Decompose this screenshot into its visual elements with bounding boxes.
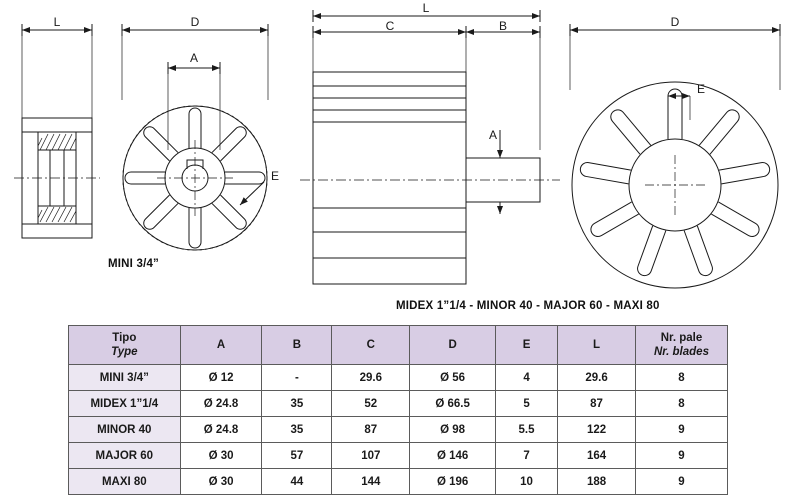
- cell-c: 87: [332, 417, 410, 443]
- cell-type: MAXI 80: [69, 469, 181, 495]
- cell-e: 10: [495, 469, 557, 495]
- cell-c: 107: [332, 443, 410, 469]
- cell-l: 87: [558, 391, 636, 417]
- cell-b: -: [262, 365, 332, 391]
- cell-b: 44: [262, 469, 332, 495]
- label-C-side: C: [385, 19, 395, 33]
- cell-d: Ø 98: [410, 417, 496, 443]
- header-blades: [635, 326, 727, 365]
- header-blades-en: Nr. blades: [654, 346, 709, 358]
- cell-a: Ø 30: [180, 469, 262, 495]
- view-face-large: [570, 24, 780, 288]
- cell-blades: 9: [635, 417, 727, 443]
- cell-l: 29.6: [558, 365, 636, 391]
- caption-midex: MIDEX 1”1/4 - MINOR 40 - MAJOR 60 - MAXI 80: [396, 300, 660, 312]
- cell-c: 52: [332, 391, 410, 417]
- cell-d: Ø 146: [410, 443, 496, 469]
- cell-d: Ø 196: [410, 469, 496, 495]
- dimensions-table-wrapper: [68, 325, 728, 495]
- table-header-row: [69, 326, 728, 365]
- header-b: B: [262, 326, 332, 365]
- header-type-en: Type: [111, 346, 138, 358]
- label-D-large: D: [670, 15, 680, 29]
- cell-type: MAJOR 60: [69, 443, 181, 469]
- cell-e: 7: [495, 443, 557, 469]
- cell-e: 5.5: [495, 417, 557, 443]
- header-l: L: [558, 326, 636, 365]
- table-row: [69, 417, 728, 443]
- label-L-left: L: [53, 15, 61, 29]
- label-A-side: A: [488, 128, 498, 142]
- label-L-side: L: [422, 1, 430, 15]
- cell-a: Ø 24.8: [180, 391, 262, 417]
- cell-b: 35: [262, 417, 332, 443]
- header-type: [69, 326, 181, 365]
- cell-type: MINOR 40: [69, 417, 181, 443]
- cell-type: MIDEX 1”1/4: [69, 391, 181, 417]
- label-E-mini: E: [270, 169, 280, 183]
- cell-blades: 9: [635, 443, 727, 469]
- cell-e: 4: [495, 365, 557, 391]
- view-side-elevation: [300, 10, 560, 284]
- view-section-left: [14, 24, 100, 238]
- cell-d: Ø 56: [410, 365, 496, 391]
- cell-a: Ø 30: [180, 443, 262, 469]
- cell-type: MINI 3/4”: [69, 365, 181, 391]
- cell-l: 164: [558, 443, 636, 469]
- table-row: [69, 391, 728, 417]
- cell-d: Ø 66.5: [410, 391, 496, 417]
- cell-b: 35: [262, 391, 332, 417]
- table-row: [69, 443, 728, 469]
- header-e: E: [495, 326, 557, 365]
- label-A-mini: A: [189, 51, 199, 65]
- cell-blades: 9: [635, 469, 727, 495]
- header-c: C: [332, 326, 410, 365]
- cell-l: 188: [558, 469, 636, 495]
- cell-a: Ø 24.8: [180, 417, 262, 443]
- table-row: [69, 365, 728, 391]
- header-a: A: [180, 326, 262, 365]
- cell-e: 5: [495, 391, 557, 417]
- cell-c: 29.6: [332, 365, 410, 391]
- header-type-it: Tipo: [112, 331, 137, 344]
- cell-a: Ø 12: [180, 365, 262, 391]
- label-E-large: E: [696, 82, 706, 96]
- cell-blades: 8: [635, 365, 727, 391]
- header-blades-it: Nr. pale: [660, 331, 703, 344]
- header-d: D: [410, 326, 496, 365]
- cell-b: 57: [262, 443, 332, 469]
- cell-blades: 8: [635, 391, 727, 417]
- caption-mini: MINI 3/4”: [108, 258, 160, 270]
- dimensions-table: [68, 325, 728, 495]
- table-row: [69, 469, 728, 495]
- label-B-side: B: [498, 19, 508, 33]
- cell-c: 144: [332, 469, 410, 495]
- cell-l: 122: [558, 417, 636, 443]
- label-D-mini: D: [190, 15, 200, 29]
